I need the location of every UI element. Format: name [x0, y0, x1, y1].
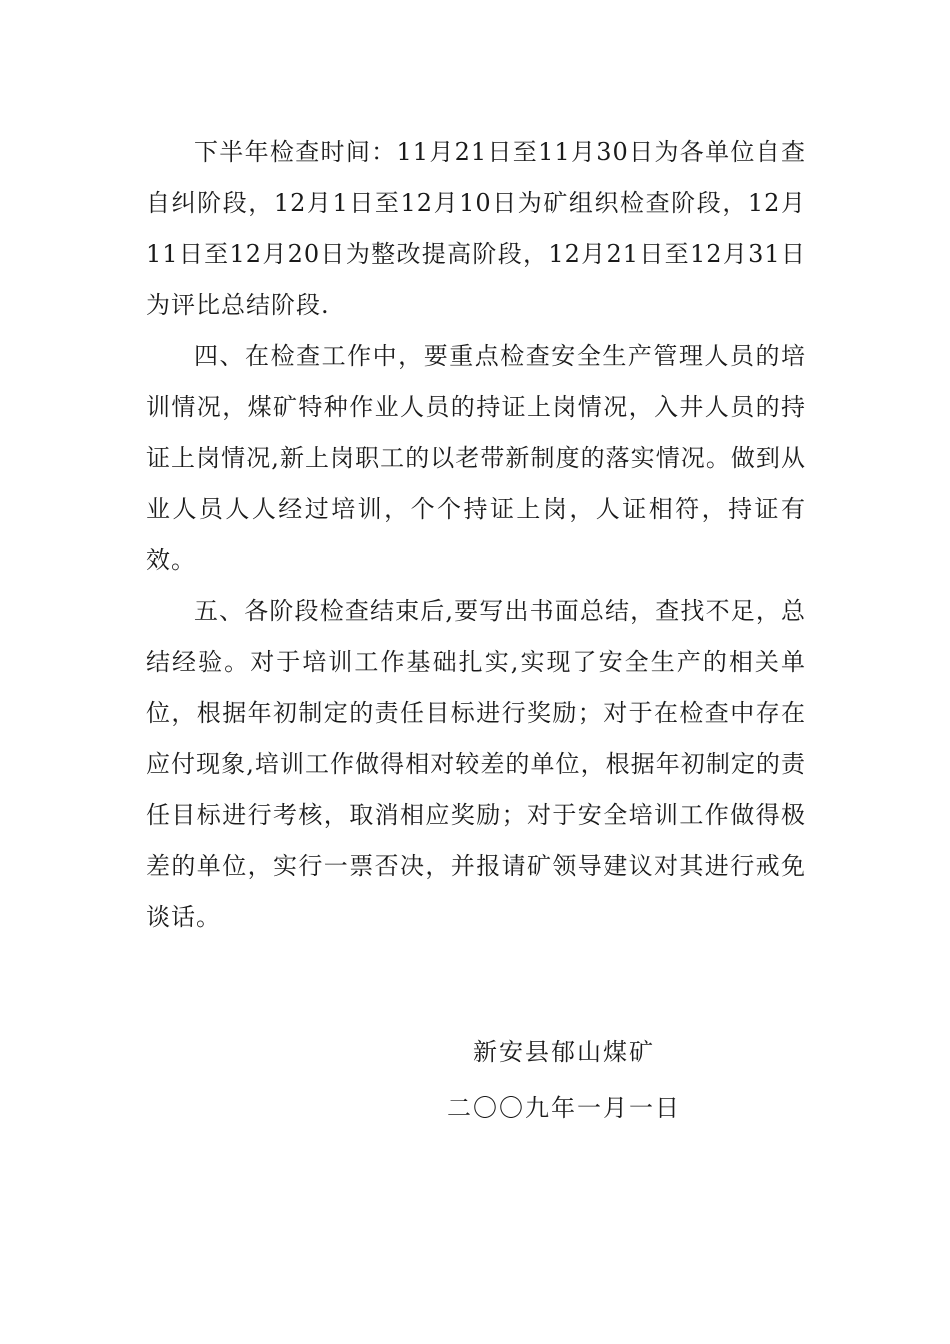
paragraph-inspection-schedule: 下半年检查时间：11月21日至11月30日为各单位自查自纠阶段，12月1日至12月10日为矿组织检查阶段，12月11日至12月20日为整改提高阶段，12月21日至12月31日为评比总结阶段.	[146, 138, 806, 319]
paragraph-item-five: 五、各阶段检查结束后,要写出书面总结，查找不足，总结经验。对于培训工作基础扎实,实现了安全生产的相关单位，根据年初制定的责任目标进行奖励；对于在检查中存在应付现象,培训工作做得相对较差的单位，根据年初制定的责任目标进行考核，取消相应奖励；对于安全培训工作做得极差的单位，实行一票否决，并报请矿领导建议对其进行戒免谈话。	[146, 597, 806, 931]
signature-organization: 新安县郁山煤矿	[473, 1038, 655, 1066]
signature-block	[444, 1024, 684, 1136]
document-body	[146, 127, 806, 943]
paragraph-item-four: 四、在检查工作中，要重点检查安全生产管理人员的培训情况，煤矿特种作业人员的持证上岗情况，入井人员的持证上岗情况,新上岗职工的以老带新制度的落实情况。做到从业人员人人经过培训，个个持证上岗，人证相符，持证有效。	[146, 342, 806, 574]
signature-date: 二〇〇九年一月一日	[447, 1094, 681, 1122]
